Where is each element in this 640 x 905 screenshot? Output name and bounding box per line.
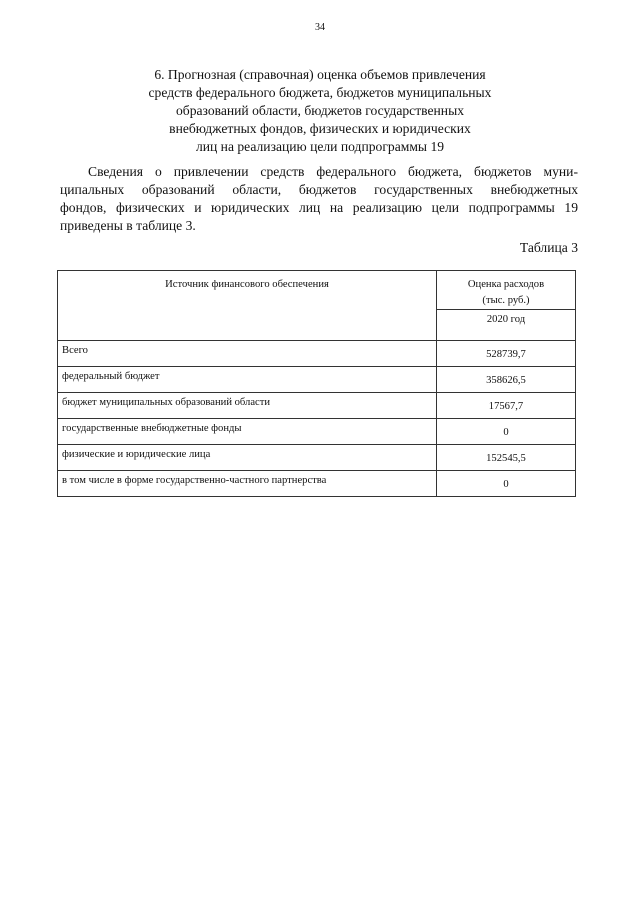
row-value: 17567,7 (437, 393, 576, 419)
row-source: бюджет муниципальных образований области (58, 393, 437, 419)
row-value: 358626,5 (437, 367, 576, 393)
table-row (58, 367, 576, 393)
paragraph-line: приведены в таблице 3. (60, 218, 196, 233)
header-year: 2020 год (437, 310, 576, 341)
row-source: Всего (58, 341, 437, 367)
row-value: 0 (437, 419, 576, 445)
row-source: физические и юридические лица (58, 445, 437, 471)
heading-line: 6. Прогнозная (справочная) оценка объемов привлечения (154, 67, 486, 82)
header-estimate (437, 271, 576, 310)
heading-line: средств федерального бюджета, бюджетов муниципальных (148, 85, 492, 100)
header-source: Источник финансового обеспечения (58, 271, 437, 341)
header-estimate-unit: (тыс. руб.) (482, 295, 530, 306)
body-paragraph (60, 163, 578, 235)
table-caption: Таблица 3 (519, 240, 578, 255)
section-heading (90, 66, 550, 156)
table-row (58, 341, 576, 367)
row-value: 152545,5 (437, 445, 576, 471)
heading-line: лиц на реализацию цели подпрограммы 19 (195, 139, 445, 154)
row-source: в том числе в форме государственно-частного партнерства (58, 471, 437, 497)
paragraph-line: фондов, физических и юридических лиц на реализацию цели подпрограммы 19 (60, 200, 578, 215)
page-number: 34 (315, 22, 325, 33)
table-row (58, 393, 576, 419)
heading-line: образований области, бюджетов государственных (175, 103, 465, 118)
table-row (58, 445, 576, 471)
paragraph-line: ципальных образований области, бюджетов государственных внебюджетных (60, 182, 578, 197)
funding-table (57, 270, 576, 497)
table-row (58, 471, 576, 497)
table-header-row (58, 271, 576, 310)
row-value: 528739,7 (437, 341, 576, 367)
table-row (58, 419, 576, 445)
row-source: федеральный бюджет (58, 367, 437, 393)
row-source: государственные внебюджетные фонды (58, 419, 437, 445)
header-estimate-line: Оценка расходов (467, 279, 545, 290)
row-value: 0 (437, 471, 576, 497)
heading-line: внебюджетных фондов, физических и юридических (169, 121, 471, 136)
paragraph-line: Сведения о привлечении средств федерального бюджета, бюджетов муни- (88, 164, 578, 179)
